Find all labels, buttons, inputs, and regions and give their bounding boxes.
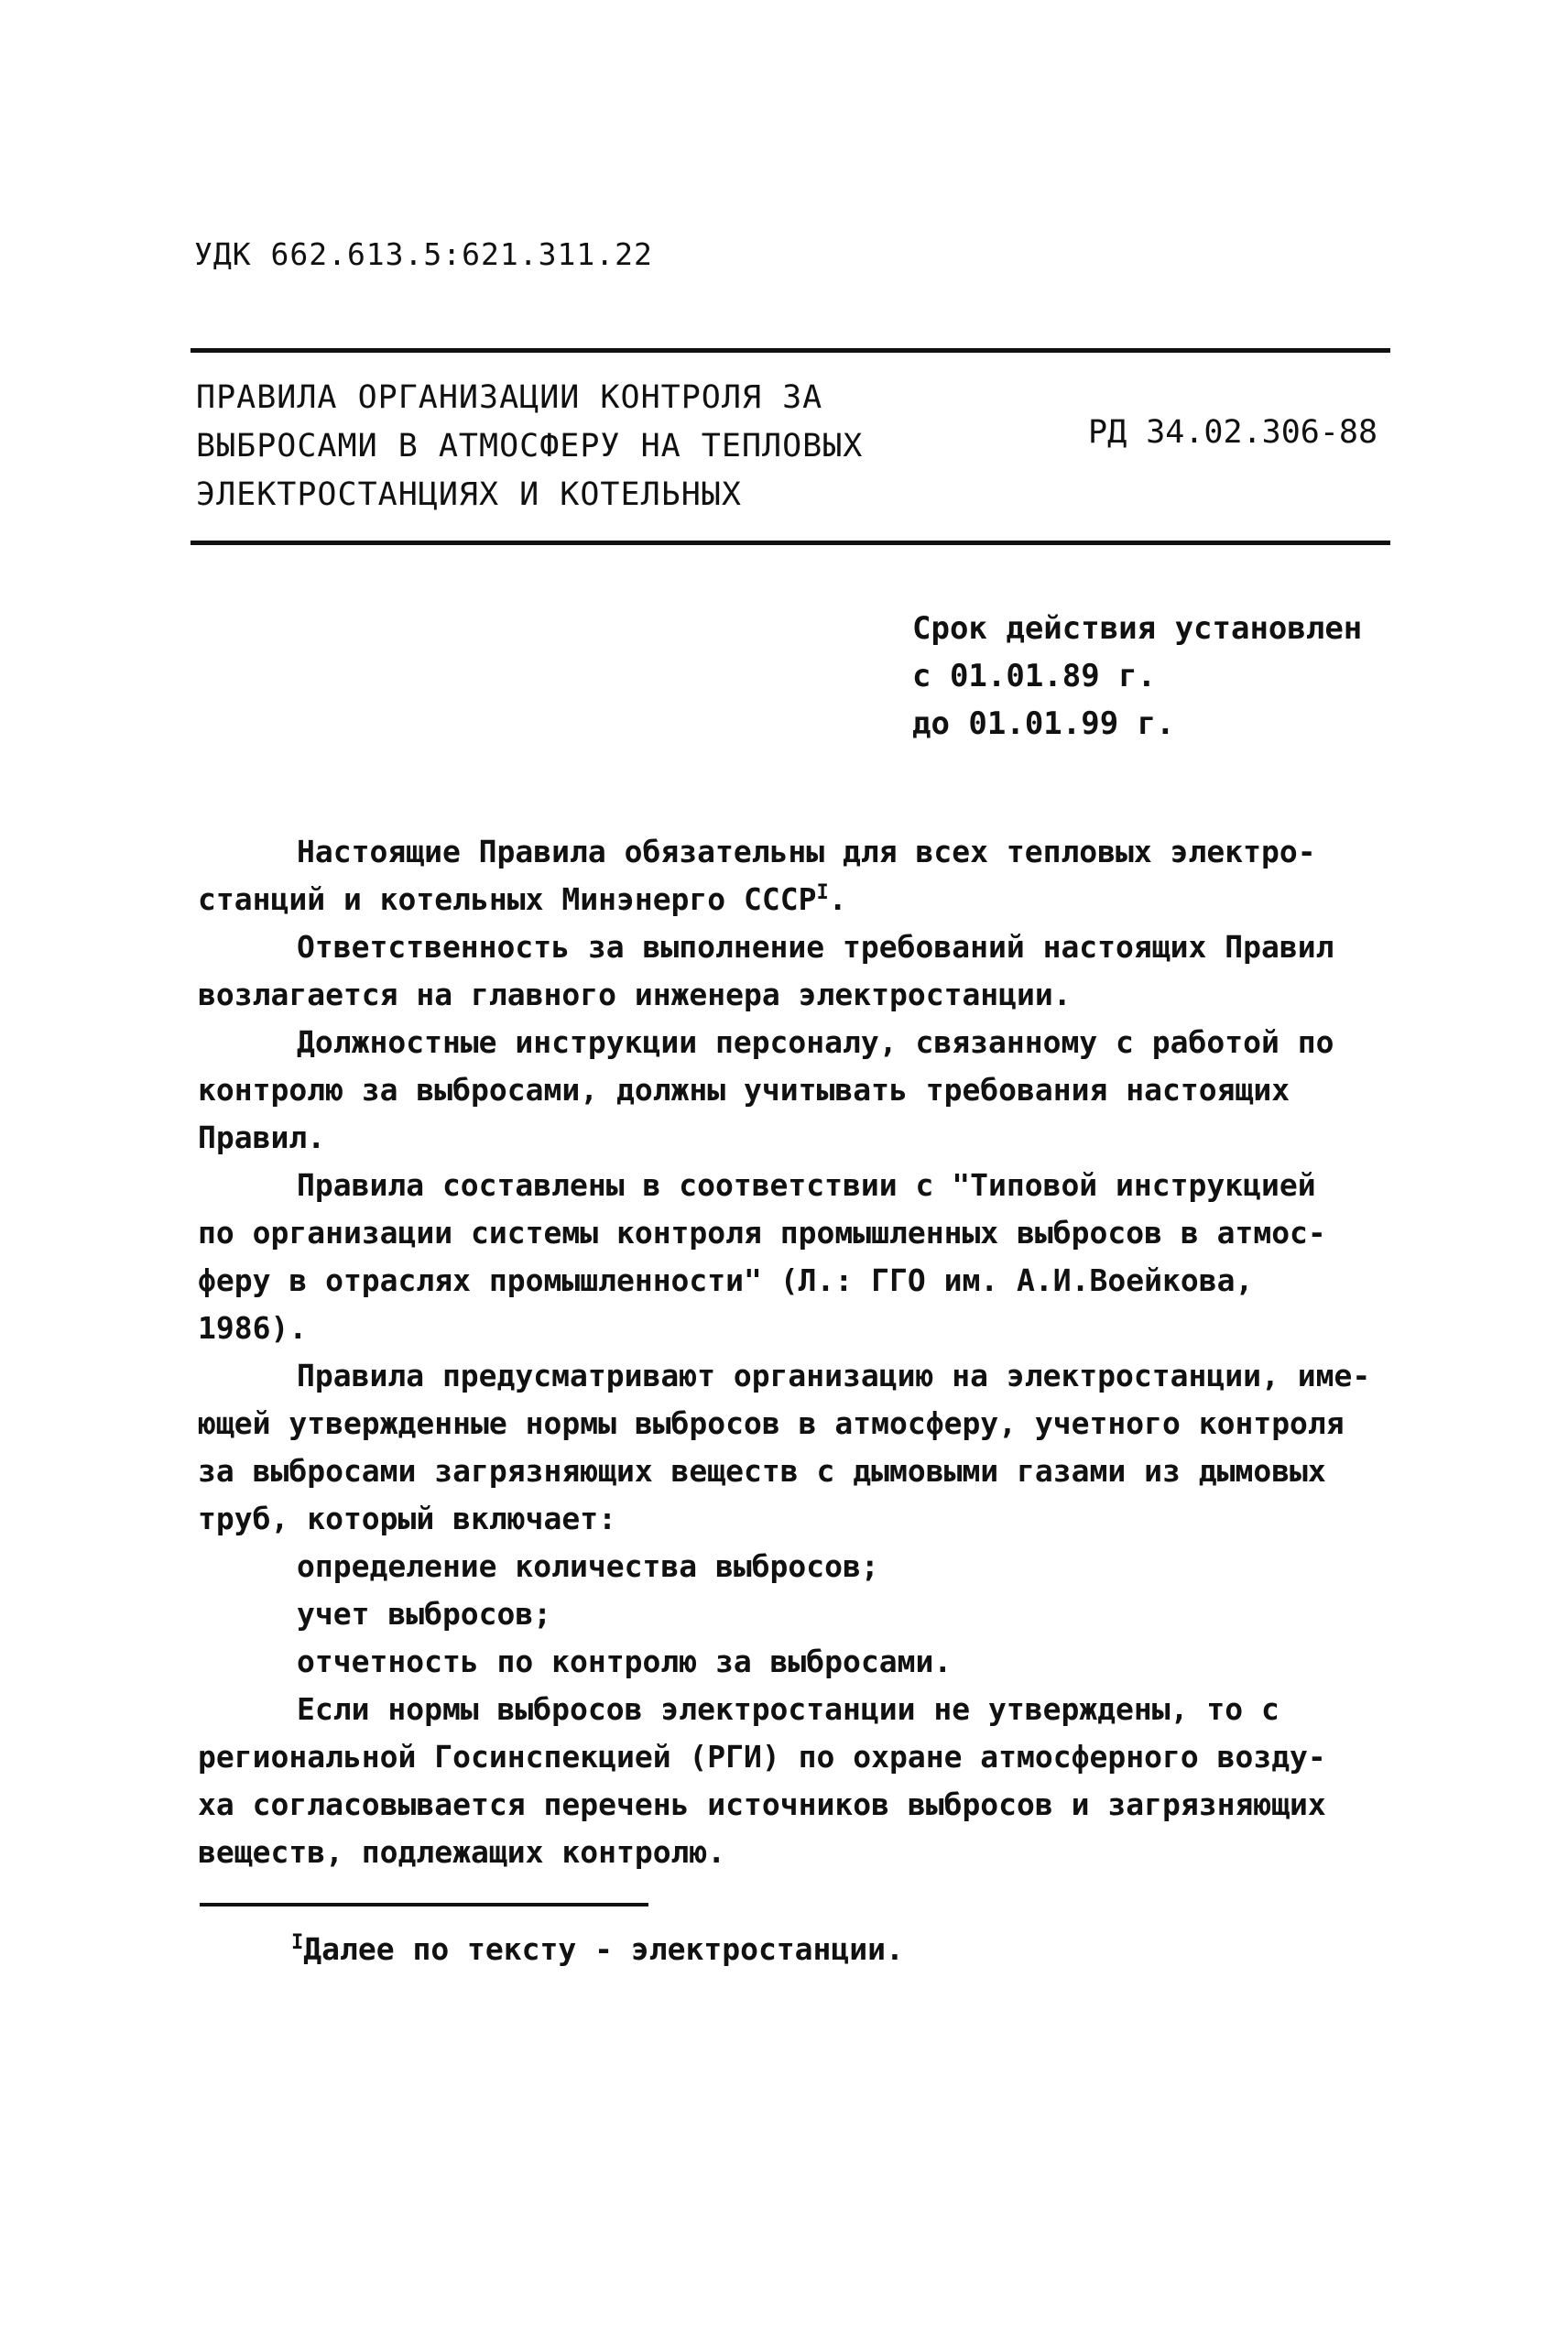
footnote-ref: I bbox=[816, 881, 829, 904]
paragraph-line: Правил. bbox=[198, 1120, 326, 1155]
paragraph-line: веществ, подлежащих контролю. bbox=[198, 1834, 726, 1870]
paragraph-line: Правила предусматривают организацию на электростанции, име- bbox=[297, 1358, 1371, 1393]
header-top-rule bbox=[191, 348, 1390, 353]
paragraph-line: Правила составлены в соответствии с "Типовой инструкцией bbox=[297, 1167, 1316, 1203]
list-item: отчетность по контролю за выбросами. bbox=[297, 1644, 953, 1679]
validity-line-3: до 01.01.99 г. bbox=[912, 705, 1175, 742]
paragraph-line: ющей утвержденные нормы выбросов в атмосферу, учетного контроля bbox=[198, 1405, 1345, 1441]
title-line-2: ВЫБРОСАМИ В АТМОСФЕРУ НА ТЕПЛОВЫХ bbox=[196, 428, 864, 464]
paragraph-line: Настоящие Правила обязательны для всех тепловых электро- bbox=[297, 834, 1316, 869]
title-line-3: ЭЛЕКТРОСТАНЦИЯХ И КОТЕЛЬНЫХ bbox=[196, 476, 742, 513]
paragraph-text: станций и котельных Минэнерго СССР bbox=[198, 881, 817, 917]
paragraph-line: феру в отраслях промышленности" (Л.: ГГО им. А.И.Воейкова, bbox=[198, 1262, 1254, 1298]
footnote bbox=[291, 1931, 904, 1967]
footnote-marker: I bbox=[291, 1931, 304, 1954]
paragraph-line: Если нормы выбросов электростанции не утверждены, то с bbox=[297, 1691, 1279, 1727]
paragraph-line: труб, который включает: bbox=[198, 1501, 616, 1536]
paragraph-line: 1986). bbox=[198, 1310, 308, 1346]
list-item: учет выбросов; bbox=[297, 1596, 552, 1632]
validity-period bbox=[912, 605, 1362, 748]
title-line-1: ПРАВИЛА ОРГАНИЗАЦИИ КОНТРОЛЯ ЗА bbox=[196, 379, 823, 416]
paragraph-line: Должностные инструкции персоналу, связанному с работой по bbox=[297, 1024, 1334, 1060]
document-code: РД 34.02.306-88 bbox=[1088, 414, 1378, 451]
paragraph-line bbox=[198, 876, 1407, 923]
footnote-separator bbox=[200, 1903, 648, 1906]
paragraph-line: ха согласовывается перечень источников выбросов и загрязняющих bbox=[198, 1786, 1326, 1822]
validity-line-1: Срок действия установлен bbox=[912, 610, 1363, 647]
paragraph-line: региональной Госинспекцией (РГИ) по охране атмосферного возду- bbox=[198, 1739, 1326, 1775]
document-body bbox=[198, 828, 1407, 1876]
paragraph-line: по организации системы контроля промышленных выбросов в атмос- bbox=[198, 1215, 1326, 1251]
paragraph-line: возлагается на главного инженера электростанции. bbox=[198, 977, 1072, 1012]
header-bottom-rule bbox=[191, 541, 1390, 545]
paragraph-line: контролю за выбросами, должны учитывать требования настоящих bbox=[198, 1072, 1290, 1108]
paragraph-line: Ответственность за выполнение требований настоящих Правил bbox=[297, 929, 1334, 965]
udc-code: УДК 662.613.5:621.311.22 bbox=[194, 236, 653, 272]
paragraph-line: за выбросами загрязняющих веществ с дымовыми газами из дымовых bbox=[198, 1453, 1326, 1489]
validity-line-2: с 01.01.89 г. bbox=[912, 658, 1157, 694]
list-item: определение количества выбросов; bbox=[297, 1548, 879, 1584]
footnote-text: Далее по тексту - электростанции. bbox=[303, 1931, 904, 1967]
document-title bbox=[196, 374, 863, 519]
paragraph-text: . bbox=[828, 881, 847, 917]
